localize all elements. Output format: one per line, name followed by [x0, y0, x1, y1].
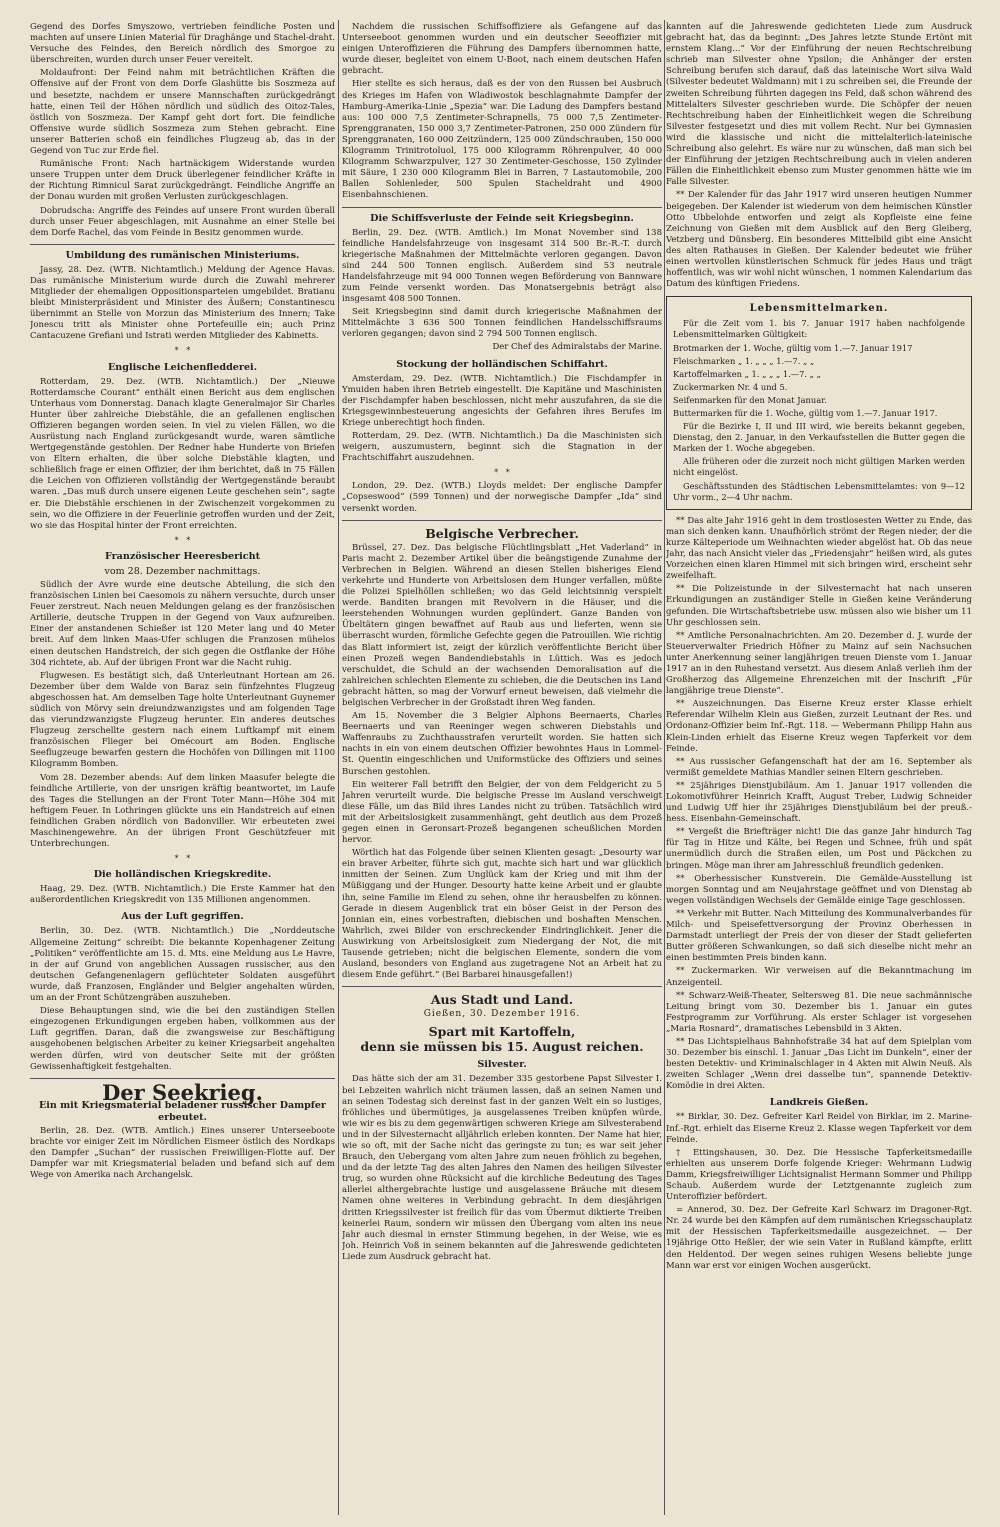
paragraph: kannten auf die Jahreswende gedichteten Liede zum Ausdruck gebracht hat, das da beginnt: „Des Jahres letzte Stunde Ertönt mit ernstem Klang...“ Vor der Einführung der neuen Rechtschreibung schrieb man Silvester ohne Ypsilon; die Anhänger der ersten Schreibung berufen sich darauf, daß das lateinische Wort silva Wald (Silvester bedeutet Waldmann) mit i zu schreiben sei, die Freunde der zweiten Schreibung führten dagegen ins Feld, daß schon während des Mittelalters Silvester geschrieben wurde. Die Schöpfer der neuen Rechtschreibung haben der Einheitlichkeit wegen die Schreibung Silvester festgesetzt und dies mit vollem Recht. Nur bei Gymnasien wird die klassische und nicht die mittelalterlich-lateinische Schreibung also gelehrt. Es wäre nur zu wünschen, daß man sich bei der Einführung der jetzigen Rechtschreibung auch in vielen anderen Fällen die Einheitlichkeit ebenso zum Muster genommen hätte wie im Falle Silvester. [666, 22, 972, 188]
headline-verbrecher: Belgische Verbrecher. [425, 525, 579, 541]
headline-schiffahrt: Stockung der holländischen Schiffahrt. [396, 358, 608, 370]
column-3 [666, 22, 972, 1517]
paragraph: Moldaufront: Der Feind nahm mit beträchtlichen Kräften die Offensive auf der Front von dem Dorfe Glashütte bis Soszmeza auf und besetzte, nachdem er unsere Mannschaften zurückgedrängt hatte, einen Teil der Höhen nördlich und südlich des Oitoz-Tales, östlich von Soszmeza. Der Kampf geht dort fort. Die feindliche Offensive wurde südlich Soszmeza zum Stehen gebracht. Eine unserer Batterien schoß ein feindliches Flugzeug ab, das in der Gegend von Tuc zur Erde fiel. [30, 68, 335, 157]
paragraph: Haag, 29. Dez. (WTB. Nichtamtlich.) Die Erste Kammer hat den außerordentlichen Kriegskredit von 135 Millionen angenommen. [30, 884, 335, 906]
divider [342, 986, 662, 987]
headline-heeresbericht: Französischer Heeresbericht [104, 550, 261, 562]
box-intro: Für die Zeit vom 1. bis 7. Januar 1917 haben nachfolgende Lebensmittelmarken Gültigkeit: [673, 318, 965, 340]
separator-stars: * * [174, 535, 191, 545]
separator-stars: * * [494, 468, 510, 478]
column-1 [30, 22, 335, 1517]
box-row: Zuckermarken Nr. 4 und 5. [673, 381, 788, 392]
paragraph: Südlich der Avre wurde eine deutsche Abteilung, die sich den französischen Linien bei Caesomois zu nähern versuchte, durch unser Feuer zerstreut. Nach neuen Meldungen gelang es der französischen Artillerie, deutsche Truppen in der Gegend von Vaux aufzureiben. Einer der anstandenen Schießer ist 120 Meter lang und 40 Meter breit. Auf dem linken Maas-Ufer schlugen die Franzosen mühelos einen deutschen Handstreich, der sich gegen die Ostflanke der Höhe 304 richtete, ab. Auf der übrigen Front war die Nacht ruhig. [30, 579, 335, 668]
paragraph: ** Das Lichtspielhaus Bahnhofstraße 34 hat auf dem Spielplan vom 30. Dezember bis einschl. 1. Januar „Das Licht im Dunkeln“, einer der besten Detektiv- und Kriminalschlager in 4 Akten mit Alwin Neuß. Als zweiten Schlager „Wenn drei dasselbe tun“, spannende Detektiv-Komödie in drei Akten. [666, 1036, 972, 1092]
headline-silvester: Silvester. [477, 1059, 527, 1071]
headline-leichenfledderei: Englische Leichenfledderei. [107, 361, 258, 373]
paragraph: ** Aus russischer Gefangenschaft hat der am 16. September als vermißt gemeldete Mathias Mandler seinen Eltern geschrieben. [666, 756, 972, 778]
box-hours: Geschäftsstunden des Städtischen Lebensmittelamtes: von 9—12 Uhr vorm., 2—4 Uhr nachm. [673, 480, 965, 502]
paragraph: Rotterdam, 29. Dez. (WTB. Nichtamtlich.) Da die Maschinisten sich weigern, auszumustern, beginnt sich die Stagnation in der Frachtschiffahrt auszudehnen. [342, 431, 662, 464]
column-2 [342, 22, 662, 1517]
paragraph: ** Zuckermarken. Wir verweisen auf die Bekanntmachung im Anzeigenteil. [666, 966, 972, 988]
subheadline: vom 28. Dezember nachmittags. [104, 565, 261, 577]
headline-kartoffeln: Spart mit Kartoffeln, [428, 1024, 576, 1040]
paragraph: Berlin, 28. Dez. (WTB. Amtlich.) Eines unserer Unterseeboote brachte vor einiger Zeit im Nördlichen Eismeer östlich des Nordkaps den Dampfer „Suchan“ der russischen Freiwilligen-Flotte auf. Der Dampfer war mit Kriegsmaterial beladen und befand sich auf dem Wege von Amerika nach Archangelsk. [30, 1125, 335, 1181]
paragraph: ** Vergeßt die Briefträger nicht! Die das ganze Jahr hindurch Tag für Tag in Hitze und Kälte, bei Regen und Schnee, früh und spät unermüdlich durch die Straßen eilen, um Post und Päckchen zu bringen. Möge man ihrer am Jahresschluß freundlich gedenken. [666, 827, 972, 871]
paragraph: Diese Behauptungen sind, wie die bei den zuständigen Stellen eingezogenen Erkundigungen ergeben haben, vollkommen aus der Luft gegriffen. Daran, daß die zwangsweise zur Beschäftigung ausgehobenen belgischen Arbeiter zu keiner Kriegsarbeit angehalten werden dürfen, wird von deutscher Seite mit der größten Gewissenhaftigkeit festgehalten. [30, 1006, 335, 1072]
separator-stars: * * [174, 854, 191, 864]
headline-stadt-land: Aus Stadt und Land. [430, 992, 574, 1008]
paragraph: ** Das alte Jahr 1916 geht in dem trostlosesten Wetter zu Ende, das man sich denken kann. Unaufhörlich strömt der Regen nieder, der die kurze Kälteperiode um Weihnachten wieder abgelöst hat. Ob das neue Jahr, das nach Ansicht vieler das „Friedensjahr“ heißen wird, als gutes Vorzeichen einen klaren Himmel mit sich bringen wird, erscheint sehr zweifelhaft. [666, 515, 972, 582]
paragraph: ** Oberhessischer Kunstverein. Die Gemälde-Ausstellung ist morgen Sonntag und am Neujahrstage geöffnet und von Dienstag ab wegen vollständigen Wechsels der Gemälde einige Tage geschlossen. [666, 873, 972, 906]
paragraph: ** 25jähriges Dienstjubiläum. Am 1. Januar 1917 vollenden die Lokomotivführer Heinrich Krafft, August Treber, Ludwig Schneider und Ludwig Uff hier ihr 25jähriges Dienstjubiläum bei der preuß.-hess. Eisenbahn-Gemeinschaft. [666, 780, 972, 825]
box-row: Fleischmarken „ 1. „ „ „ 1.—7. „ „ [673, 355, 815, 366]
paragraph: † Ettingshausen, 30. Dez. Die Hessische Tapferkeitsmedaille erhielten aus unserem Dorfe folgende Krieger: Wehrmann Ludwig Damm, Kriegsfreiwilliger Lichtsignalist Hermann Sommer und Philipp Schaub. Außerdem wurde der Letztgenannte zugleich zum Unteroffizier befördert. [666, 1147, 972, 1203]
box-row: Kartoffelmarken „ 1. „ „ „ 1.—7. „ „ [673, 368, 821, 379]
headline-kriegskredite: Die holländischen Kriegskredite. [93, 869, 272, 881]
paragraph: Rumänische Front: Nach hartnäckigem Widerstande wurden unsere Truppen unter dem Druck überlegener feindlicher Kräfte in der Richtung Rimnicul Sarat zurückgedrängt. Feindliche Angriffe an der Donau wurden mit großen Verlusten zurückgeschlagen. [30, 159, 335, 203]
headline-kartoffeln-2: denn sie müssen bis 15. August reichen. [360, 1039, 644, 1055]
paragraph: Am 15. November die 3 Belgier Alphons Beernaerts, Charles Beernaerts und van Reeninger wegen schweren Diebstahls und Waffenraubs zu Zuchthausstrafen verurteilt worden. Sie hatten sich nachts in ein von einem deutschen Offizier bewohntes Haus in Lommel-St. Quentin eingeschlichen und Uniformstücke des Offiziers und seines Burschen gestohlen. [342, 711, 662, 777]
subheadline: Ein mit Kriegsmaterial beladener russischer Dampfer erbeutet. [39, 1099, 326, 1123]
divider [342, 207, 662, 208]
paragraph: Amsterdam, 29. Dez. (WTB. Nichtamtlich.) Die Fischdampfer in Ymuiden haben ihren Betrieb eingestellt. Die Kapitäne und Maschinisten der Fischdampfer haben beschlossen, nicht mehr auszufahren, da sie die Kriegsgewinnbesteuerung angesichts der Gefahren ihres Berufes im Kriege unberechtigt hoch finden. [342, 373, 662, 428]
paragraph: Gegend des Dorfes Smyszowo, vertrieben feindliche Posten und machten auf unsere Linien Material für Draghänge und Stachel-draht. Versuche des Feindes, den Bereich nördlich des Smorgoe zu überschreiten, wurden durch unser Feuer vereitelt. [30, 22, 335, 66]
paragraph: Das hätte sich der am 31. Dezember 335 gestorbene Papst Silvester I. bei Lebzeiten wahrlich nicht träumen lassen, daß an seinen Namen und an seinen Todestag sich dereinst fast in der ganzen Welt ein so lustiges, fröhliches und übermütiges, ja ausgelassenes Treiben knüpfen würde, wie wir es bis zu dem gegenwärtigen schweren Kriege am Silvesterabend und in der Silvesternacht alljährlich erleben konnten. Der Name hat hier, wie so oft, mit der Sache nicht das geringste zu tun; es war seit jeher Brauch, den Uebergang vom alten Jahre zum neuen fröhlich zu begehen, und da der letzte Tag des alten Jahres den Namen des heiligen Silvester trug, so wurden ohne Rücksicht auf die kirchliche Bedeutung des Tages allerlei althergebrachte lustige und ausgelassene Bräuche mit diesem Namen ohne weiteres in Verbindung gebracht. In dem diesjährigen dritten Kriegssilvester ist freilich für das vom Übermut diktierte Treiben keinerlei Raum, sondern wir müssen den Übergang vom alten ins neue Jahr auch diesmal in ernster Stimmung begehen, in der Weise, wie es Joh. Heinrich Voß in seinem bekannten auf die Jahreswende gedichteten Liede zum Ausdruck gebracht hat. [342, 1074, 662, 1262]
paragraph: = Annerod, 30. Dez. Der Gefreite Karl Schwarz im Dragoner-Rgt. Nr. 24 wurde bei den Kämpfen auf dem rumänischen Kriegsschauplatz mit der Hessischen Tapferkeitsmedaille ausgezeichnet. — Der 19jährige Otto Heßler, der wie sein Vater in Rußland kämpfte, erlitt den Heldentod. Der wegen seines ruhigen Wesens beliebte junge Mann war erst vor einigen Wochen ausgerückt. [666, 1205, 972, 1271]
paragraph: Rotterdam, 29. Dez. (WTB. Nichtamtlich.) Der „Nieuwe Rotterdamsche Courant“ enthält einen Bericht aus dem englischen Unterhaus vom Donnerstag. Danach klagte Generalmajor Sir Charles Hunter über zahlreiche Diebstähle, die an gefallenen englischen Offizieren begangen worden seien. In viel zu vielen Fällen, wo die Ausrüstung nach England zurückgesandt wurde, waren sämtliche Wertgegenstände gestohlen. Der Redner habe Hunderte von Briefen von Eltern erhalten, die über solche Diebstähle klagten, und schließlich frage er einen Offizier, der ihm berichtet, daß in 75 Fällen die Leichen von Offizieren vollständig der Wertgegenstände beraubt waren. „Das muß durch unsere eigenen Leute geschehen sein“, sagte er. Die Diebstähle erschienen in der Zwischenzeit vorgekommen zu sein, wo die Offiziere in der Feuerlinie getroffen wurden und der Zeit, wo sie das Hospital hinter der Front erreichten. [30, 376, 335, 531]
headline-luft: Aus der Luft gegriffen. [121, 911, 244, 923]
paragraph: ** Amtliche Personalnachrichten. Am 20. Dezember d. J. wurde der Steuerverwalter Friedrich Höfner zu Mainz auf sein Nachsuchen unter Anerkennung seiner langjährigen treuen Dienste vom 1. Januar 1917 an in den Ruhestand versetzt. Aus diesem Anlaß verlieh ihm der Großherzog das Allgemeine Ehrenzeichen mit der Inschrift „Für langjährige treue Dienste“. [666, 630, 972, 697]
column-rule [664, 20, 665, 1515]
lebensmittelmarken-box [666, 296, 972, 510]
box-note: Für die Bezirke I, II und III wird, wie bereits bekannt gegeben, Dienstag, den 2. Januar, in den Verkaufsstellen die Butter gegen die Marken der 1. Woche abgegeben. [673, 421, 965, 454]
column-rule [338, 20, 339, 1515]
box-note: Alle früheren oder die zurzeit noch nicht gültigen Marken werden nicht eingelöst. [673, 456, 965, 478]
paragraph: Brüssel, 27. Dez. Das belgische Flüchtlingsblatt „Het Vaderland“ in Paris macht 2. Dezember Artikel über die beängstigende Zunahme der Verbrechen in Belgien. Während an diesen Stellen bisheriges Elend verkehrte und Hunderte von Arbeitslosen dem Hunger verfallen, müßte die Polizei Spielhöllen schließen; wo das Geld leichtsinnig verspielt werde. Banditen brangen mit Revolvern in die Häuser, und die leerstehenden Wohnungen wurden geplündert. Ganze Banden von Übeltätern gingen bewaffnet auf Raub aus und lieferten, wenn sie überrascht wurden, förmliche Gefechte gegen die Patrouillen. Wie richtig das Blatt informiert ist, zeigt der kürzlich veröffentlichte Bericht über einen Prozeß wegen Bandendiebstahls in Lüttich. Was es jedoch verschuldet, die Schuld an der wachsenden Demoralisation auf die zahlreichen schlechten Elemente zu schieben, die die Deutschen ins Land gebracht hätten, so mag der Vorwurf erneut beweisen, daß vielmehr die belgischen Verbrecher in der Großstadt ihren Weg fanden. [342, 542, 662, 708]
paragraph: Flugwesen. Es bestätigt sich, daß Unterleutnant Hortean am 26. Dezember über dem Walde von Baraz sein fünfzehntes Flugzeug abgeschossen hat. Am demselben Tage holte Unterleutnant Guynemer südlich von Mörvy sein dreiundzwanzigstes und am folgenden Tage das vierundzwanzigste Flugzeug herunter. Ein anderes deutsches Flugzeug zerschellte gestern nach einem Luftkampf mit einem französischen Flieger bei Omécourt am Boden. Englische Seeflugzeuge bewarfen gestern die Hochöfen von Dillingen mit 1100 Kilogramm Bomben. [30, 670, 335, 770]
paragraph: Jassy, 28. Dez. (WTB. Nichtamtlich.) Meldung der Agence Havas. Das rumänische Ministerium wurde durch die Zuwahl mehrerer Mitglieder der ehemaligen Oppositionsparteien umgebildet. Bratianu bleibt Ministerpräsident und Minister des Äußern; Constantinescu übernimmt an Stelle von Morzun das Ministerium des Innern; Take Jonescu tritt als Minister ohne Portefeuille ein; auch Prinz Cantacuzene Grefiani und Istrati werden Mitglieder des Kabinetts. [30, 264, 335, 342]
box-row: Buttermarken für die 1. Woche, gültig vom 1.—7. Januar 1917. [673, 408, 938, 418]
paragraph: London, 29. Dez. (WTB.) Lloyds meldet: Der englische Dampfer „Copseswood“ (599 Tonnen) und der norwegische Dampfer „Ida“ sind versenkt worden. [342, 481, 662, 514]
box-title: Lebensmittelmarken. [749, 303, 889, 315]
paragraph: Wörtlich hat das Folgende über seinen Klienten gesagt: „Desourty war ein braver Arbeiter, führte sich gut, machte sich hart und war glücklich inmitten der Seinen. Zum Unglück kam der Krieg und mit ihm der Müßiggang und der Hunger. Desourty hatte keine Arbeit und er glaubte ihn, seine Familie im Elend zu sehen, ohne ihr herausbelfen zu können. Gerade in diesem Augenblick trat ein böser Geist in der Person des Jonnian ein, eines vorbestraften, diebischen und boshaften Menschen. Wahrlich, zwei Bilder von erschreckender Eindringlichkeit. Jener die Auswirkung von Arbeitslosigkeit zum Niedergang der Not, die mit Tausende getrieben; nicht die belgischen Elemente, sondern die vom Ausland, besonders von England aus zugetragene Not an Arbeit hat zu diesem Ende geführt.“ (Bei Barbarei hinausgefallen!) [342, 848, 662, 981]
paragraph: Berlin, 29. Dez. (WTB. Amtlich.) Im Monat November sind 138 feindliche Handelsfahrzeuge von insgesamt 314 500 Br.-R.-T. durch kriegerische Maßnahmen der Mittelmächte verloren gegangen. Davon sind 244 500 Tonnen englisch. Außerdem sind 53 neutrale Handelsfahrzeuge mit 94 000 Tonnen wegen Beförderung von Bannware zum Feinde versenkt worden. Das Monatsergebnis beträgt also insgesamt 408 500 Tonnen. [342, 227, 662, 305]
divider [342, 520, 662, 521]
paragraph: Hier stellte es sich heraus, daß es der von den Russen bei Ausbruch des Krieges im Hafen von Wladiwostok beschlagnahmte Dampfer der Hamburg-Amerika-Linie „Spezia“ war. Die Ladung des Dampfers bestand aus: 100 000 7,5 Zentimeter-Schrapnells, 75 000 7,5 Zentimeter-Sprenggranaten, 150 000 3,7 Zentimeter-Patronen, 250 000 Zündern für Sprenggranaten, 160 000 Zeitzündern, 125 000 Zündschrauben, 150 000 Kilogramm Trinitrotoluol, 175 000 Kilogramm Röhrenpulver, 40 000 Kilogramm Schwarzpulver, 127 30 Zentimeter-Geschosse, 150 Zylinder mit Säure, 1 230 000 Kilogramm Blei in Barren, 7 Lastautomobile, 200 Ballen Sohlenleder, 500 Spulen Stacheldraht und 4900 Eisenbahnschienen. [342, 79, 662, 201]
separator-stars: * * [174, 346, 191, 356]
paragraph: Dobrudscha: Angriffe des Feindes auf unsere Front wurden überall durch unser Feuer abgeschlagen, mit Ausnahme an einer Stelle bei dem Dorfe Rachel, das vom Feinde in Besitz genommen wurde. [30, 205, 335, 238]
paragraph: ** Verkehr mit Butter. Nach Mitteilung des Kommunalverbandes für Milch- und Speisefettversorgung der Provinz Oberhessen in Darmstadt unterliegt der Preis der von dieser der Stadt gelieferten Butter größeren Schwankungen, so daß sich dieselbe nicht mehr an einen bestimmten Preis binden kann. [666, 908, 972, 964]
signature: Der Chef des Admiralstabs der Marine. [492, 342, 662, 353]
paragraph: ** Birklar, 30. Dez. Gefreiter Karl Reidel von Birklar, im 2. Marine-Inf.-Rgt. erhielt das Eiserne Kreuz 2. Klasse wegen Tapferkeit vor dem Feinde. [666, 1112, 972, 1145]
headline-seekrieg: Der Seekrieg. [102, 1079, 263, 1105]
paragraph: ** Der Kalender für das Jahr 1917 wird unseren heutigen Nummer beigegeben. Der Kalender ist wiederum von dem heimischen Künstler Otto Ubbelohde entworfen und zeigt als Kopfleiste eine feine Zeichnung von Gießen mit dem Ausblick auf den Berg Gleiberg, Vetzberg und Dünsberg. Ein besonderes Mittelbild gibt eine Ansicht des alten Rathauses in Gießen. Der Kalender bedeutet wie früher einen wertvollen künstlerischen Schmuck für jedes Haus und trägt hoffentlich, was wir wohl nicht wünschen, 1 nommen Kalendarium das Datum des künftigen Friedens. [666, 190, 972, 290]
paragraph: ** Schwarz-Weiß-Theater, Seltersweg 81. Die neue sachmännische Leitung bringt vom 30. Dezember bis 1. Januar ein gutes Festprogramm zur Vorführung. Als erster Schlager ist vorgesehen „Maria Rosnard“, dramatisches Lebensbild in 3 Akten. [666, 990, 972, 1034]
paragraph: Seit Kriegsbeginn sind damit durch kriegerische Maßnahmen der Mittelmächte 3 636 500 Tonnen feindlichen Handelsschiffsraums verloren gegangen; davon sind 2 794 500 Tonnen englisch. [342, 307, 662, 340]
paragraph: Berlin, 30. Dez. (WTB. Nichtamtlich.) Die „Norddeutsche Allgemeine Zeitung“ schreibt: Die bekannte Kopenhagener Zeitung „Politiken“ veröffentlichte am 15. d. Mts. eine Meldung aus Le Havre, in der auf Grund von angeblichen Aussagen russischer, aus den deutschen Gefangenenlagern geflüchteter Soldaten ausgeführt wurde, daß Franzosen, Engländer und Belgier angehalten würden, um an der Front Schützengräben auszuheben. [30, 926, 335, 1004]
paragraph: ** Die Polizeistunde in der Silvesternacht hat nach unseren Erkundigungen an zuständiger Stelle in Gießen keine Veränderung gefunden. Die Wirtschaftsbetriebe usw. müssen also wie bisher um 11 Uhr geschlossen sein. [666, 584, 972, 628]
paragraph: Nachdem die russischen Schiffsoffiziere als Gefangene auf das Unterseeboot genommen wurden und ein deutscher Seeoffizier mit einigen Unteroffizieren die Führung des Dampfers übernommen hatte, wurde dieser, begleitet von einem U-Boot, nach einem deutschen Hafen gebracht. [342, 22, 662, 77]
divider [30, 244, 335, 245]
paragraph: Vom 28. Dezember abends: Auf dem linken Maasufer belegte die feindliche Artillerie, von der unsrigen kräftig beantwortet, im Laufe des Tages die Stellungen an der Front Toter Mann—Höhe 304 mit heftigem Feuer. In Lothringen glückte uns ein Handstreich auf einen feindlichen Graben nördlich von Badonviller. Wir erbeuteten zwei Maschinengewehre. An der übrigen Front Geschützfeuer mit Unterbrechungen. [30, 772, 335, 850]
divider [30, 1078, 335, 1079]
paragraph: ** Auszeichnungen. Das Eiserne Kreuz erster Klasse erhielt Referendar Wilhelm Klein aus Gießen, zurzeit Leutnant der Res. und Ordonanz-Offizier beim Inf.-Rgt. 118. — Webermann Philipp Hahn aus Klein-Linden erhielt das Eiserne Kreuz wegen Tapferkeit vor dem Feinde. [666, 699, 972, 754]
box-row: Seifenmarken für den Monat Januar. [673, 394, 827, 405]
box-row: Brotmarken der 1. Woche, gültig vom 1.—7. Januar 1917 [673, 342, 913, 353]
headline-schiffsverluste: Die Schiffsverluste der Feinde seit Kriegsbeginn. [370, 212, 634, 224]
headline-ministerium: Umbildung des rumänischen Ministeriums. [65, 249, 300, 261]
headline-landkreis: Landkreis Gießen. [769, 1097, 869, 1109]
paragraph: Ein weiterer Fall betrifft den Belgier, der von dem Feldgericht zu 5 Jahren verurteilt wurde. Die belgische Presse im Ausland verschweigt diese Fälle, um das Bild ihres Landes nicht zu trüben. Tatsächlich wird mit der Arbeitslosigkeit zusammenhängt, geht deutlich aus dem Prozeß gegen einen in Geronsart-Prozeß begangenen scheußlichen Morden hervor. [342, 779, 662, 846]
dateline: Gießen, 30. Dezember 1916. [423, 1009, 581, 1020]
